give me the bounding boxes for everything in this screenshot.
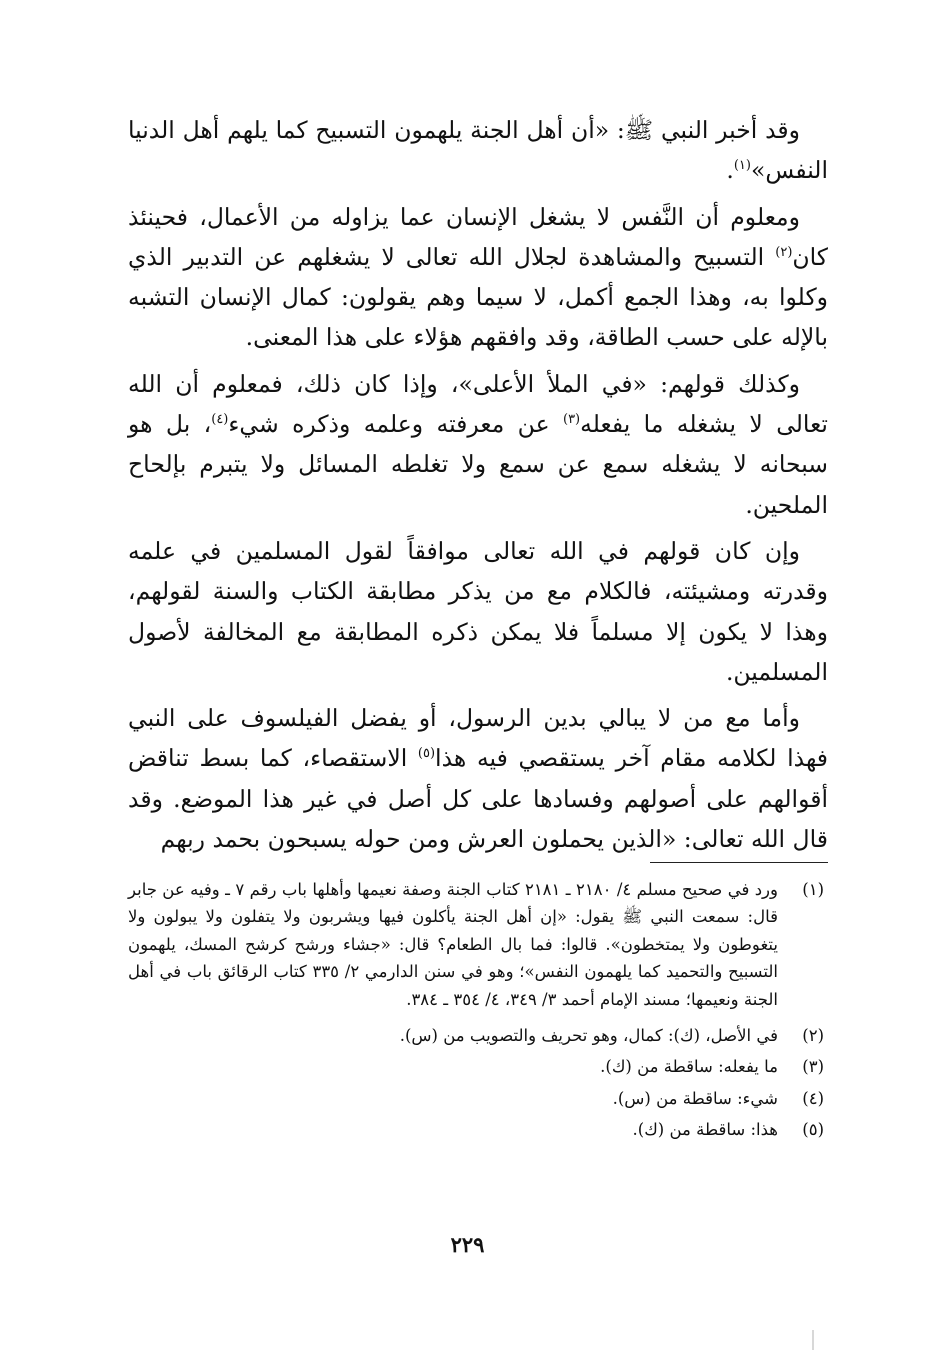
footnote-text: ما يفعله: ساقطة من (ك). bbox=[600, 1057, 778, 1077]
footnote-number: (٤) bbox=[802, 1088, 824, 1108]
paragraph-1-end: . bbox=[726, 156, 734, 185]
footnote-number: (٥) bbox=[802, 1120, 824, 1140]
paragraph-5-text-b: الاستقصاء، كما بسط تناقض أقوالهم على أصولهم وفسادها على كل أصل في غير هذا الموضع. وقد قال الله تعالى: «الذين يحملون العرش ومن حوله يسبحون بحمد ربهم bbox=[128, 744, 828, 854]
footnote-ref-5[interactable]: (٥) bbox=[417, 746, 436, 762]
footnote-3 bbox=[128, 1053, 828, 1080]
paragraph-5 bbox=[128, 698, 828, 859]
footnote-number: (٣) bbox=[802, 1057, 824, 1077]
paragraph-3-text-c: ، بل هو سبحانه لا يشغله سمع عن سمع ولا تغلطه المسائل ولا يتبرم بإلحاح الملحين. bbox=[128, 410, 828, 519]
paragraph-2-text-a: ومعلوم أن النَّفس لا يشغل الإنسان عما يزاوله من الأعمال، فحينئذ كان bbox=[128, 202, 828, 271]
footnotes bbox=[128, 876, 828, 1148]
paragraph-2 bbox=[128, 197, 828, 358]
page-number: ٢٢٩ bbox=[450, 1232, 485, 1257]
footnote-4 bbox=[128, 1085, 828, 1112]
paragraph-1 bbox=[128, 110, 828, 191]
footnote-1 bbox=[128, 876, 828, 1013]
footnote-ref-1[interactable]: (١) bbox=[733, 158, 751, 174]
paragraph-1-text: وقد أخبر النبي ﷺ: «أن أهل الجنة يلهمون التسبيح كما يلهم أهل الدنيا النفس» bbox=[128, 116, 828, 185]
paragraph-3-text-b: عن معرفته وعلمه وذكره شيء bbox=[228, 410, 563, 439]
main-text bbox=[128, 110, 828, 865]
footnote-number: (٢) bbox=[802, 1026, 824, 1046]
paragraph-2-text-b: التسبيح والمشاهدة لجلال الله تعالى لا يشغلهم عن التدبير الذي وكلوا به، وهذا الجمع أكمل، لا سيما وهم يقولون: كمال الإنسان التشبه بالإله على حسب الطاقة، وقد وافقهم هؤلاء على هذا المعنى. bbox=[128, 242, 828, 352]
footnote-number: (١) bbox=[802, 880, 824, 899]
footnote-ref-4[interactable]: (٤) bbox=[211, 412, 229, 428]
footnote-separator bbox=[650, 862, 828, 863]
footnote-ref-3[interactable]: (٣) bbox=[562, 412, 581, 428]
footnote-text: شيء: ساقطة من (س). bbox=[612, 1088, 778, 1108]
footnote-5 bbox=[128, 1116, 828, 1143]
paragraph-5-text-a: وأما مع من لا يبالي بدين الرسول، أو يفضل الفيلسوف على النبي فهذا لكلامه مقام آخر يستقصي فيه هذا bbox=[128, 704, 829, 773]
footnote-ref-2[interactable]: (٢) bbox=[775, 245, 793, 261]
paragraph-4 bbox=[128, 531, 828, 692]
paragraph-3 bbox=[128, 364, 828, 525]
footnote-text: في الأصل، (ك): كمال، وهو تحريف والتصويب من (س). bbox=[399, 1026, 778, 1046]
paragraph-4-text: وإن كان قولهم في الله تعالى موافقاً لقول المسلمين في علمه وقدرته ومشيئته، فالكلام مع من يذكر مطابقة الكتاب والسنة لقولهم، وهذا لا يكون إلا مسلماً فلا يمكن ذكره المطابقة مع المخالفة لأصول المسلمين. bbox=[128, 536, 828, 686]
footnote-text: ورد في صحيح مسلم ٤/ ٢١٨٠ ـ ٢١٨١ كتاب الجنة وصفة نعيمها وأهلها باب رقم ٧ ـ وفيه عن جابر قال: سمعت النبي ﷺ يقول: «إن أهل الجنة يأكلون فيها ويشربون ولا يتفلون ولا يبولون ولا يتغوطون ولا يمتخطون». قالوا: فما بال الطعام؟ قال: «جشاء ورشح كرشح المسك، يلهمون التسبيح والتحميد كما يلهمون النفس»؛ وهو في سنن الدارمي ٢/ ٣٣٥ كتاب الرقائق باب في أهل الجنة ونعيمها؛ مسند الإمام أحمد ٣/ ٣٤٩، ٤/ ٣٥٤ ـ ٣٨٤. bbox=[128, 880, 778, 1009]
footnote-2 bbox=[128, 1022, 828, 1049]
footnote-text: هذا: ساقطة من (ك). bbox=[632, 1120, 778, 1140]
scan-artifact bbox=[812, 1330, 814, 1350]
paragraph-3-text-a: وكذلك قولهم: «في الملأ الأعلى»، وإذا كان ذلك، فمعلوم أن الله تعالى لا يشغله ما يفعله bbox=[128, 369, 828, 439]
